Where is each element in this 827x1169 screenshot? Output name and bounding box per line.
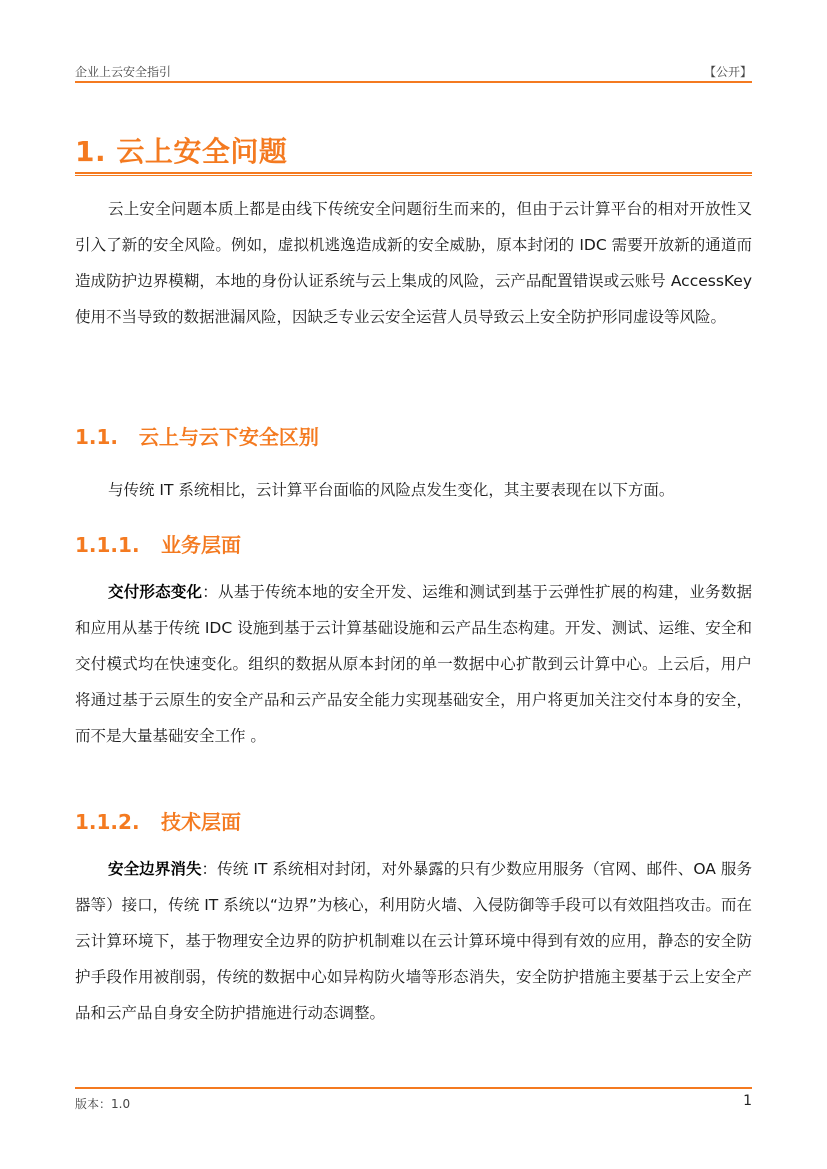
header-divider	[75, 81, 752, 83]
heading-divider	[75, 172, 752, 174]
page-number: 1	[743, 1093, 752, 1109]
heading-number: 1.1.2.	[75, 810, 140, 834]
paragraph-technical	[75, 851, 752, 1031]
paragraph-comparison: 与传统 IT 系统相比，云计算平台面临的风险点发生变化，其主要表现在以下方面。	[108, 481, 675, 499]
section-heading-1-1-2	[75, 806, 241, 835]
section-heading-1-1: 1.1. 云上与云下安全区别	[75, 425, 319, 449]
paragraph-intro: 云上安全问题本质上都是由线下传统安全问题衍生而来的，但由于云计算平台的相对开放性又引入了新的安全风险。例如，虚拟机逃逸造成新的安全威胁，原本封闭的 IDC 需要开放新的通道而造成防护边界模糊，本地的身份认证系统与云上集成的风险，云产品配置错误或云账号 AccessKey 使用不当导致的数据泄漏风险，因缺乏专业云安全运营人员导致云上安全防护形同虚设等风险。	[75, 200, 752, 326]
header-title: 企业上云安全指引	[75, 65, 172, 79]
footer-version: 版本：1.0	[75, 1097, 131, 1111]
section-heading-1: 1. 云上安全问题	[75, 135, 288, 168]
heading-title: 业务层面	[161, 533, 241, 557]
section-heading-1-1-1	[75, 529, 241, 558]
heading-title: 技术层面	[161, 810, 241, 834]
paragraph-body: ：从基于传统本地的安全开发、运维和测试到基于云弹性扩展的构建，业务数据和应用从基于传统 IDC 设施到基于云计算基础设施和云产品生态构建。开发、测试、运维、安全和交付模式均在快速变化。组织的数据从原本封闭的单一数据中心扩散到云计算中心。上云后，用户将通过基于云原生的安全产品和云产品安全能力实现基础安全，用户将更加关注交付本身的安全，而不是大量基础安全工作 。	[75, 583, 752, 745]
footer-divider	[75, 1087, 752, 1089]
heading-number: 1.1.1.	[75, 533, 140, 557]
paragraph-body: ：传统 IT 系统相对封闭，对外暴露的只有少数应用服务（官网、邮件、OA 服务器等）接口，传统 IT 系统以“边界”为核心，利用防火墙、入侵防御等手段可以有效阻挡攻击。而在云计算环境下，基于物理安全边界的防护机制难以在云计算环境中得到有效的应用，静态的安全防护手段作用被削弱，传统的数据中心如异构防火墙等形态消失，安全防护措施主要基于云上安全产品和云产品自身安全防护措施进行动态调整。	[75, 860, 752, 1022]
heading-divider-thin	[75, 175, 752, 176]
paragraph-business	[75, 574, 752, 754]
header-classification: 【公开】	[703, 65, 752, 79]
paragraph-lead: 交付形态变化	[108, 583, 203, 601]
paragraph-lead: 安全边界消失	[108, 860, 202, 878]
